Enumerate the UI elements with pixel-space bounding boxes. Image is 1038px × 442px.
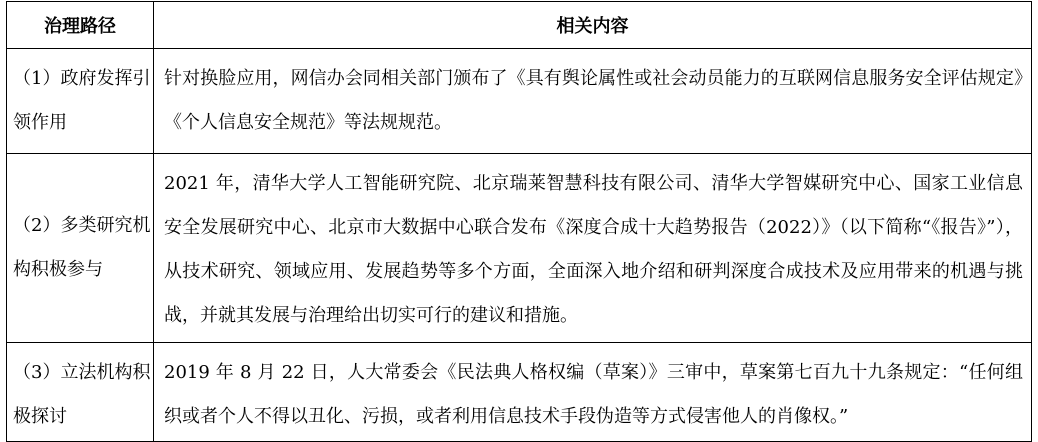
row-1-path: （1）政府发挥引领作用: [7, 49, 154, 154]
header-governance-path: 治理路径: [7, 2, 154, 49]
table-header-row: [7, 2, 1032, 49]
table-row: [7, 343, 1032, 442]
row-2-path: （2）多类研究机构积极参与: [7, 154, 154, 343]
row-3-path: （3）立法机构积极探讨: [7, 343, 154, 442]
table-row: [7, 49, 1032, 154]
row-2-content: 2021 年，清华大学人工智能研究院、北京瑞莱智慧科技有限公司、清华大学智媒研究中心、国家工业信息安全发展研究中心、北京市大数据中心联合发布《深度合成十大趋势报告（2022）》（以下简称“《报告》”），从技术研究、领域应用、发展趋势等多个方面，全面深入地介绍和研判深度合成技术及应用带来的机遇与挑战，并就其发展与治理给出切实可行的建议和措施。: [154, 154, 1032, 343]
table-row: [7, 154, 1032, 343]
governance-table: [6, 1, 1032, 442]
row-3-content: 2019 年 8 月 22 日，人大常委会《民法典人格权编（草案）》三审中，草案第七百九十九条规定：“任何组织或者个人不得以丑化、污损，或者利用信息技术手段伪造等方式侵害他人的肖像权。”: [154, 343, 1032, 442]
header-related-content: 相关内容: [154, 2, 1032, 49]
row-1-content: 针对换脸应用，网信办会同相关部门颁布了《具有舆论属性或社会动员能力的互联网信息服务安全评估规定》《个人信息安全规范》等法规规范。: [154, 49, 1032, 154]
